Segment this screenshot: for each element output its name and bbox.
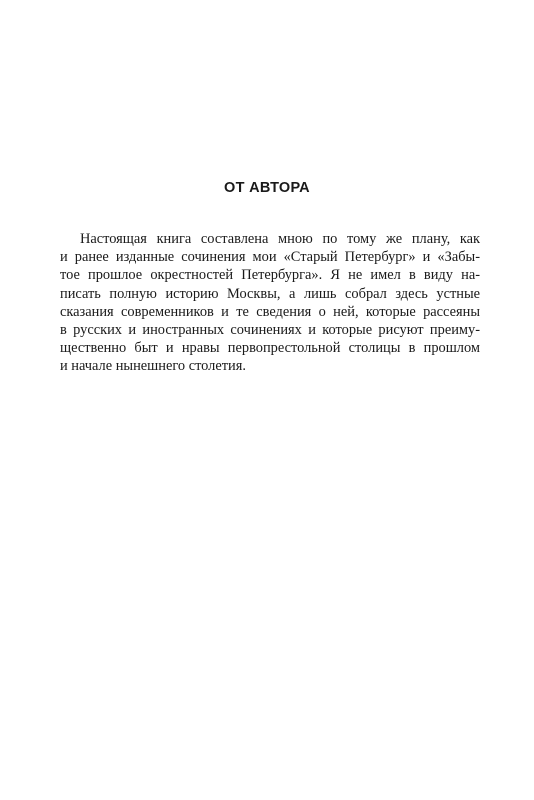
paragraph-line: щественно быт и нравы первопрестольной столицы в прошлом — [60, 340, 480, 357]
chapter-heading: ОТ АВТОРА — [224, 180, 310, 196]
paragraph — [60, 230, 480, 376]
paragraph-line: сказания современников и те сведения о ней, которые рассеяны — [60, 303, 480, 320]
paragraph-line: Настоящая книга составлена мною по тому же плану, как — [80, 231, 480, 247]
paragraph-line: писать полную историю Москвы, а лишь собрал здесь устные — [60, 285, 480, 302]
paragraph-line: тое прошлое окрестностей Петербурга». Я не имел в виду на- — [60, 267, 480, 284]
paragraph-line: и ранее изданные сочинения мои «Старый Петербург» и «Забы- — [60, 249, 480, 266]
paragraph-line: в русских и иностранных сочинениях и которые рисуют преиму- — [60, 321, 480, 338]
paragraph-line: и начале нынешнего столетия. — [60, 358, 246, 375]
